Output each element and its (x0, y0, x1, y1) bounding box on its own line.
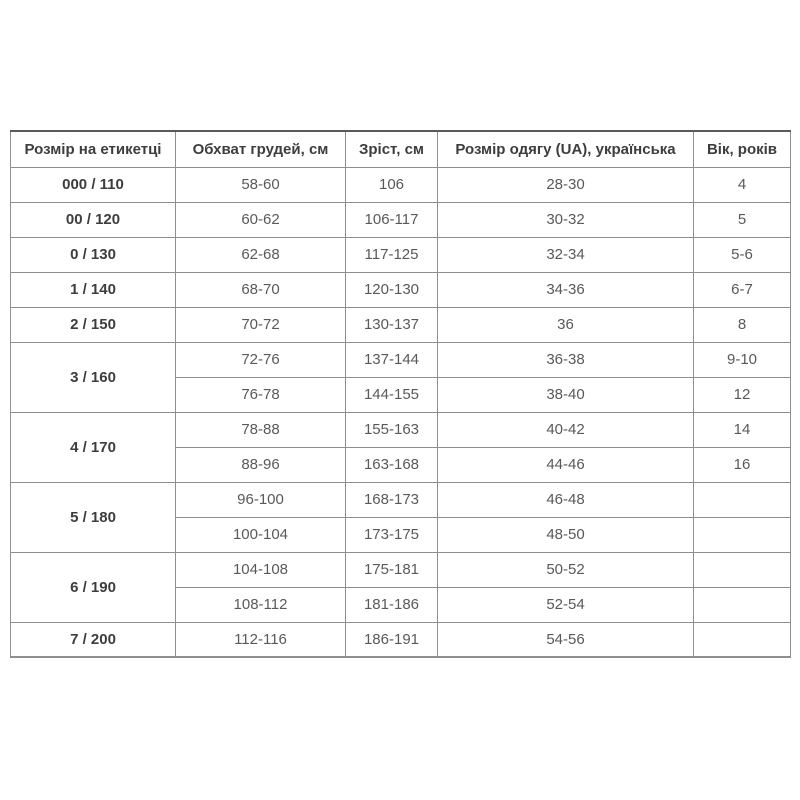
table-row (11, 237, 791, 272)
header-height: Зріст, см (346, 131, 438, 167)
size-label-cell: 6 / 190 (11, 552, 176, 622)
height-cell: 106-117 (346, 202, 438, 237)
age-cell: 5-6 (694, 237, 791, 272)
ua-size-cell: 28-30 (438, 167, 694, 202)
size-label-cell: 2 / 150 (11, 307, 176, 342)
chest-cell: 78-88 (176, 412, 346, 447)
header-ua-size: Розмір одягу (UA), українська (438, 131, 694, 167)
ua-size-cell: 40-42 (438, 412, 694, 447)
chest-cell: 70-72 (176, 307, 346, 342)
height-cell: 155-163 (346, 412, 438, 447)
ua-size-cell: 36-38 (438, 342, 694, 377)
age-cell: 12 (694, 377, 791, 412)
age-cell: 4 (694, 167, 791, 202)
chest-cell: 62-68 (176, 237, 346, 272)
size-label-cell: 7 / 200 (11, 622, 176, 657)
table-row (11, 167, 791, 202)
height-cell: 163-168 (346, 447, 438, 482)
ua-size-cell: 30-32 (438, 202, 694, 237)
height-cell: 117-125 (346, 237, 438, 272)
height-cell: 186-191 (346, 622, 438, 657)
size-label-cell: 1 / 140 (11, 272, 176, 307)
height-cell: 106 (346, 167, 438, 202)
height-cell: 175-181 (346, 552, 438, 587)
height-cell: 168-173 (346, 482, 438, 517)
age-cell: 16 (694, 447, 791, 482)
age-cell: 6-7 (694, 272, 791, 307)
age-cell (694, 552, 791, 587)
ua-size-cell: 44-46 (438, 447, 694, 482)
chest-cell: 60-62 (176, 202, 346, 237)
age-cell (694, 482, 791, 517)
header-size-on-label: Розмір на етикетці (11, 131, 176, 167)
header-age: Вік, років (694, 131, 791, 167)
table-row (11, 552, 791, 587)
table-row (11, 307, 791, 342)
chest-cell: 58-60 (176, 167, 346, 202)
table-row (11, 342, 791, 377)
chest-cell: 104-108 (176, 552, 346, 587)
age-cell (694, 622, 791, 657)
age-cell: 8 (694, 307, 791, 342)
age-cell: 5 (694, 202, 791, 237)
chest-cell: 96-100 (176, 482, 346, 517)
ua-size-cell: 50-52 (438, 552, 694, 587)
age-cell (694, 587, 791, 622)
size-chart-container (10, 130, 790, 658)
table-row (11, 202, 791, 237)
ua-size-cell: 38-40 (438, 377, 694, 412)
age-cell: 9-10 (694, 342, 791, 377)
height-cell: 120-130 (346, 272, 438, 307)
ua-size-cell: 36 (438, 307, 694, 342)
height-cell: 173-175 (346, 517, 438, 552)
chest-cell: 72-76 (176, 342, 346, 377)
height-cell: 181-186 (346, 587, 438, 622)
table-row (11, 412, 791, 447)
size-label-cell: 0 / 130 (11, 237, 176, 272)
ua-size-cell: 46-48 (438, 482, 694, 517)
height-cell: 130-137 (346, 307, 438, 342)
ua-size-cell: 54-56 (438, 622, 694, 657)
chest-cell: 108-112 (176, 587, 346, 622)
age-cell: 14 (694, 412, 791, 447)
chest-cell: 88-96 (176, 447, 346, 482)
header-chest-circumference: Обхват грудей, см (176, 131, 346, 167)
chest-cell: 68-70 (176, 272, 346, 307)
chest-cell: 100-104 (176, 517, 346, 552)
table-row (11, 482, 791, 517)
table-row (11, 622, 791, 657)
ua-size-cell: 48-50 (438, 517, 694, 552)
size-label-cell: 00 / 120 (11, 202, 176, 237)
ua-size-cell: 34-36 (438, 272, 694, 307)
table-row (11, 272, 791, 307)
size-chart-table (10, 130, 791, 658)
size-label-cell: 4 / 170 (11, 412, 176, 482)
header-row (11, 131, 791, 167)
size-label-cell: 5 / 180 (11, 482, 176, 552)
chest-cell: 112-116 (176, 622, 346, 657)
age-cell (694, 517, 791, 552)
height-cell: 137-144 (346, 342, 438, 377)
size-label-cell: 3 / 160 (11, 342, 176, 412)
height-cell: 144-155 (346, 377, 438, 412)
ua-size-cell: 52-54 (438, 587, 694, 622)
size-label-cell: 000 / 110 (11, 167, 176, 202)
chest-cell: 76-78 (176, 377, 346, 412)
ua-size-cell: 32-34 (438, 237, 694, 272)
